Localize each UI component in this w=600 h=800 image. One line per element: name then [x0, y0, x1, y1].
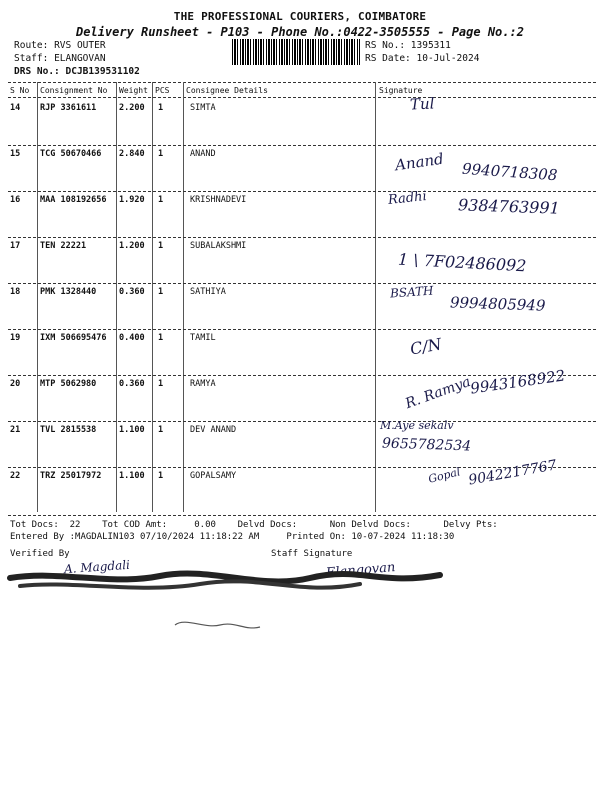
row-pcs: 1	[158, 287, 164, 297]
row-weight: 1.100	[119, 471, 145, 481]
row-separator	[8, 283, 596, 284]
row-signature: Anand	[393, 149, 445, 175]
rs-date-label: RS Date:	[365, 53, 411, 64]
row-separator	[8, 421, 596, 422]
staff-value: ELANGOVAN	[54, 53, 106, 64]
row-signature: C/N	[408, 334, 444, 359]
table-row	[0, 283, 600, 333]
row-separator	[8, 191, 596, 192]
row-weight: 2.200	[119, 103, 145, 113]
row-handwritten-phone: 9994805949	[449, 293, 546, 315]
drs-value: DCJB139531102	[65, 66, 140, 77]
row-consignee: KRISHNADEVI	[190, 195, 247, 205]
row-signature: Tul	[409, 94, 435, 114]
route-value: RVS OUTER	[54, 40, 106, 51]
entered-by-line: Entered By :MAGDALIN103 07/10/2024 11:18:22 AM Printed On: 10-07-2024 11:18:30	[10, 532, 455, 542]
barcode	[232, 39, 360, 65]
row-signature: Radhi	[387, 189, 428, 208]
row-sno: 16	[10, 195, 21, 205]
row-separator	[8, 329, 596, 330]
drs-label: DRS No.:	[14, 66, 60, 77]
rs-no-label: RS No.:	[365, 40, 406, 51]
row-handwritten-phone: 1 \ 7F02486092	[397, 249, 527, 276]
rs-date-field	[365, 53, 479, 64]
row-signature: R. Ramya	[403, 373, 473, 413]
row-pcs: 1	[158, 471, 164, 481]
row-handwritten-phone: 9384763991	[457, 195, 561, 218]
row-handwritten-phone: 9943168922	[469, 366, 567, 398]
verifier-signature: A. Magdali	[63, 557, 131, 577]
row-pcs: 1	[158, 195, 164, 205]
table-row	[0, 333, 600, 379]
staff-field	[14, 53, 106, 64]
row-pcs: 1	[158, 241, 164, 251]
drs-field	[14, 66, 140, 77]
runsheet-title: Delivery Runsheet - P103 - Phone No.:0422-3505555 - Page No.:2	[76, 25, 524, 39]
row-consignment-no: IXM 506695476	[40, 333, 107, 343]
row-pcs: 1	[158, 103, 164, 113]
staff-signature-label: Staff Signature	[271, 549, 353, 559]
staff-label: Staff:	[14, 53, 49, 64]
table-row	[0, 149, 600, 195]
row-sno: 14	[10, 103, 21, 113]
table-row	[0, 94, 600, 149]
table-top-rule	[8, 82, 596, 83]
row-consignment-no: TCG 50670466	[40, 149, 102, 159]
row-separator	[8, 237, 596, 238]
staff-signature-mark: Elangovan	[325, 560, 396, 581]
row-consignee: RAMYA	[190, 379, 216, 389]
col-consignee: Consignee Details	[186, 86, 268, 95]
table-row	[0, 241, 600, 287]
table-row	[0, 457, 600, 517]
row-sno: 21	[10, 425, 21, 435]
col-weight: Weight	[119, 86, 148, 95]
row-signature: BSATH	[389, 283, 434, 301]
table-row	[0, 419, 600, 471]
route-field	[14, 40, 106, 51]
row-weight: 0.400	[119, 333, 145, 343]
row-consignment-no: PMK 1328440	[40, 287, 97, 297]
row-handwritten-phone: 9042217767	[467, 457, 558, 489]
row-consignee: GOPALSAMY	[190, 471, 237, 481]
row-sno: 20	[10, 379, 21, 389]
row-consignment-no: MAA 108192656	[40, 195, 107, 205]
table-row	[0, 189, 600, 241]
row-consignee: SUBALAKSHMI	[190, 241, 247, 251]
row-consignee: SATHIYA	[190, 287, 226, 297]
row-weight: 1.920	[119, 195, 145, 205]
company-name: THE PROFESSIONAL COURIERS, COIMBATORE	[173, 10, 427, 23]
row-pcs: 1	[158, 333, 164, 343]
row-weight: 0.360	[119, 379, 145, 389]
table-row	[0, 366, 600, 425]
row-signature: Gopal	[426, 465, 462, 486]
rs-no-field	[365, 40, 451, 51]
row-weight: 0.360	[119, 287, 145, 297]
row-weight: 2.840	[119, 149, 145, 159]
rs-date-value: 10-Jul-2024	[416, 53, 480, 64]
row-sno: 22	[10, 471, 21, 481]
route-label: Route:	[14, 40, 49, 51]
row-consignment-no: MTP 5062980	[40, 379, 97, 389]
row-consignment-no: RJP 3361611	[40, 103, 97, 113]
verified-by-label: Verified By	[10, 549, 70, 559]
row-consignee: TAMIL	[190, 333, 216, 343]
row-weight: 1.100	[119, 425, 145, 435]
row-consignee: ANAND	[190, 149, 216, 159]
totals-line: Tot Docs: 22 Tot COD Amt: 0.00 Delvd Docs: Non Delvd Docs: Delvy Pts:	[10, 520, 498, 530]
row-pcs: 1	[158, 149, 164, 159]
row-separator	[8, 145, 596, 146]
row-signature: M.Aye sekalv	[380, 419, 454, 432]
row-consignee: DEV ANAND	[190, 425, 237, 435]
row-sno: 17	[10, 241, 21, 251]
rs-no-value: 1395311	[410, 40, 451, 51]
row-sno: 19	[10, 333, 21, 343]
row-sno: 15	[10, 149, 21, 159]
row-consignment-no: TEN 22221	[40, 241, 87, 251]
row-consignee: SIMTA	[190, 103, 216, 113]
row-handwritten-phone: 9655782534	[381, 435, 472, 455]
table-bottom-rule	[8, 515, 596, 516]
row-pcs: 1	[158, 425, 164, 435]
table-header-rule	[8, 97, 596, 98]
row-handwritten-phone: 9940718308	[461, 159, 558, 185]
row-consignment-no: TRZ 25017972	[40, 471, 102, 481]
row-pcs: 1	[158, 379, 164, 389]
row-sno: 18	[10, 287, 21, 297]
row-consignment-no: TVL 2815538	[40, 425, 97, 435]
col-pcs: PCS	[155, 86, 170, 95]
col-sno: S No	[10, 86, 30, 95]
col-signature: Signature	[379, 86, 423, 95]
col-consignment: Consignment No	[40, 86, 108, 95]
row-weight: 1.200	[119, 241, 145, 251]
